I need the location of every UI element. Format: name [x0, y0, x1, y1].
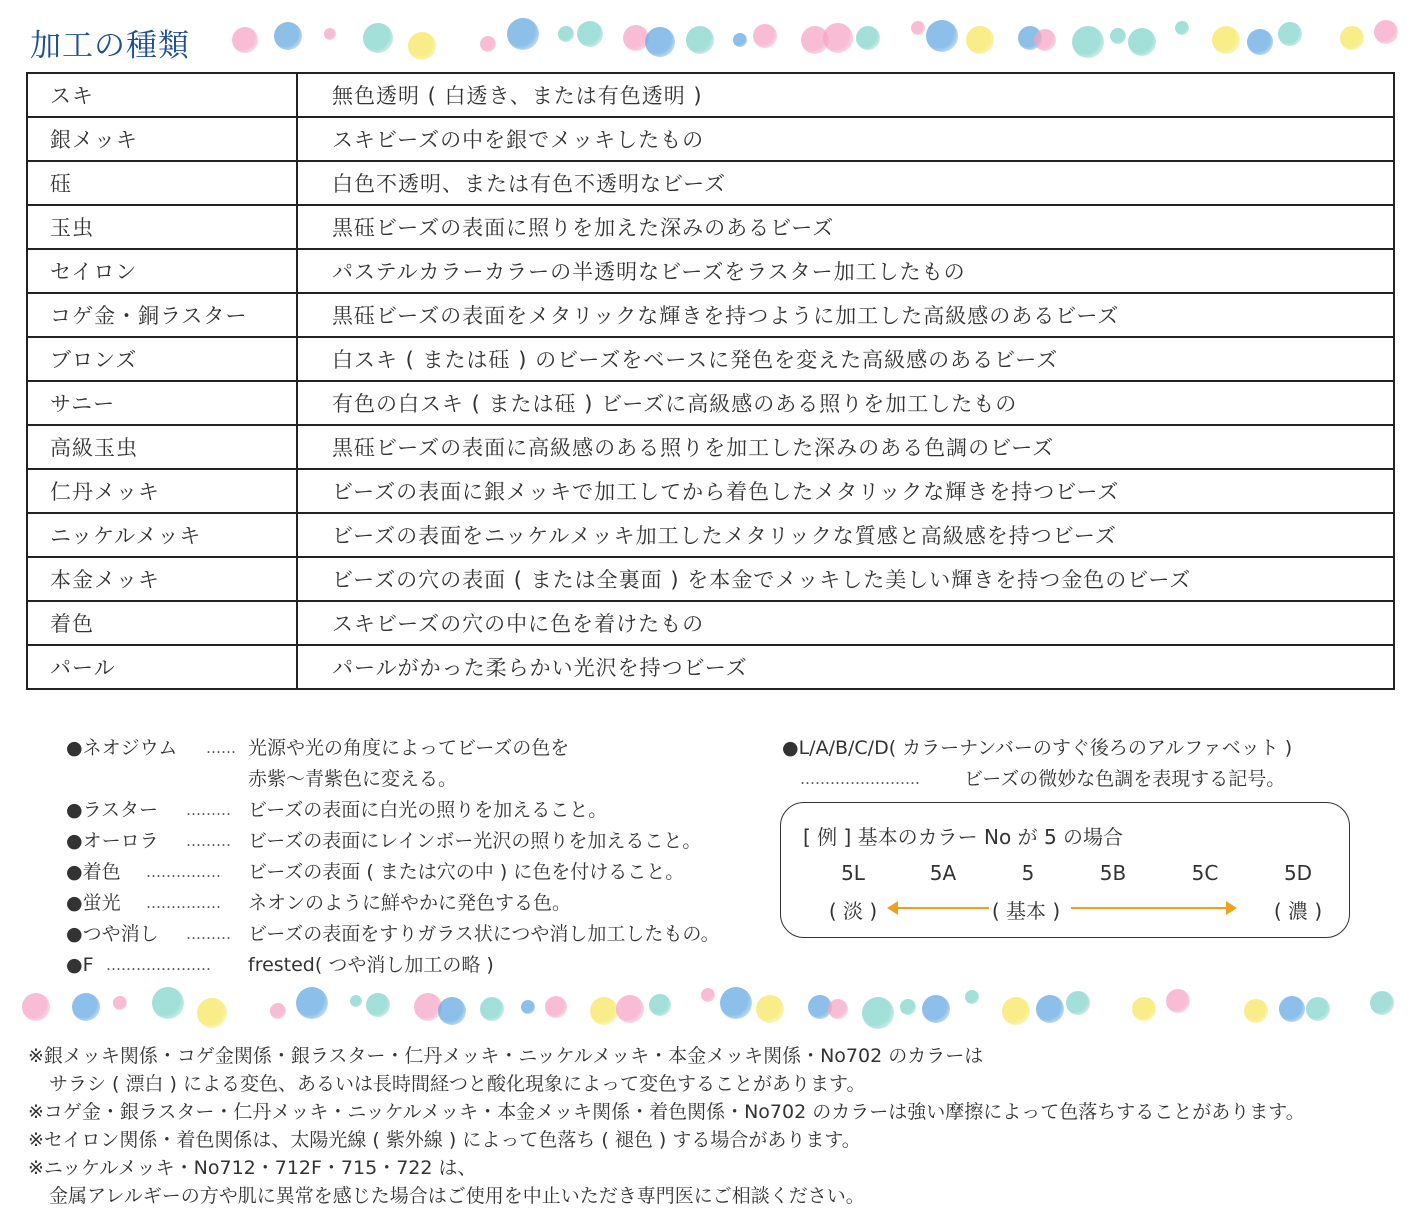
glossary-description: ネオンのように鮮やかに発色する色。: [248, 892, 572, 914]
decorative-dot: [72, 993, 100, 1021]
decorative-dot: [1278, 22, 1302, 46]
table-row: [27, 381, 1394, 425]
decorative-dot: [1340, 26, 1364, 50]
process-description: 白スキ ( または砡 ) のビーズをベースに発色を変えた高級感のあるビーズ: [297, 337, 1394, 381]
note-line: ※ニッケルメッキ・No712・712F・715・722 は、: [28, 1157, 477, 1179]
decorative-dot: [590, 997, 618, 1025]
color-code: 5C: [1191, 861, 1219, 885]
decorative-dot: [545, 996, 567, 1018]
process-description: 白色不透明、または有色不透明なビーズ: [297, 161, 1394, 205]
glossary-description: ビーズの表面をすりガラス状につや消し加工したもの。: [248, 923, 720, 945]
decorative-dots-top: [0, 8, 1420, 68]
decorative-dot: [1370, 991, 1394, 1015]
leader-dots: ………: [186, 801, 231, 819]
glossary-item: [66, 888, 766, 919]
process-description: パステルカラーカラーの半透明なビーズをラスター加工したもの: [297, 249, 1394, 293]
decorative-dot: [1066, 991, 1090, 1015]
decorative-dot: [363, 23, 393, 53]
process-name: 仁丹メッキ: [27, 469, 297, 513]
glossary-item: [66, 795, 766, 826]
process-description: 無色透明 ( 白透き、または有色透明 ): [297, 73, 1394, 117]
decorative-dot: [828, 999, 848, 1019]
color-code: 5A: [929, 861, 957, 885]
process-description: 黒砡ビーズの表面をメタリックな輝きを持つように加工した高級感のあるビーズ: [297, 293, 1394, 337]
decorative-dot: [22, 993, 50, 1021]
process-description: 黒砡ビーズの表面に高級感のある照りを加工した深みのある色調のビーズ: [297, 425, 1394, 469]
table-row: [27, 293, 1394, 337]
process-description: ビーズの表面をニッケルメッキ加工したメタリックな質感と高級感を持つビーズ: [297, 513, 1394, 557]
note-line: サラシ ( 漂白 ) による変色、あるいは長時間経つと酸化現象によって変色することがあります。: [49, 1073, 866, 1095]
decorative-dot: [1279, 996, 1305, 1022]
glossary-term: ●F: [66, 954, 94, 976]
tone-dark: ( 濃 ): [1273, 899, 1323, 923]
suffix-desc: ビーズの微妙な色調を表現する記号。: [964, 768, 1286, 790]
decorative-dot: [1036, 995, 1064, 1023]
table-row: [27, 601, 1394, 645]
decorative-dot: [1244, 999, 1268, 1023]
example-box: [780, 802, 1350, 938]
glossary-description: ビーズの表面 ( または穴の中 ) に色を付けること。: [248, 861, 685, 883]
leader-dots: …………………: [106, 956, 211, 974]
decorative-dot: [756, 995, 784, 1023]
leader-dots: ………: [186, 925, 231, 943]
glossary-description-cont: 赤紫～青紫色に変える。: [248, 768, 458, 790]
decorative-dot: [720, 987, 752, 1019]
process-name: ブロンズ: [27, 337, 297, 381]
decorative-dot: [701, 988, 715, 1002]
color-code: 5: [1021, 861, 1035, 885]
process-name: ニッケルメッキ: [27, 513, 297, 557]
leader-dots: ……………: [146, 863, 221, 881]
caution-notes: [28, 1042, 1413, 1210]
glossary-term: ●つや消し: [66, 923, 159, 945]
glossary-term: ●蛍光: [66, 892, 121, 914]
note-line: ※銀メッキ関係・コゲ金関係・銀ラスター・仁丹メッキ・ニッケルメッキ・本金メッキ関係・No702 のカラーは: [28, 1045, 984, 1067]
process-name: サニー: [27, 381, 297, 425]
arrow-right: [1071, 907, 1227, 909]
decorative-dot: [862, 997, 894, 1029]
tone-light: ( 淡 ): [828, 899, 878, 923]
decorative-dot: [408, 32, 436, 60]
example-title: [ 例 ] 基本のカラー No が 5 の場合: [803, 825, 1124, 849]
decorative-dot: [324, 28, 336, 40]
process-description: スキビーズの中を銀でメッキしたもの: [297, 117, 1394, 161]
glossary-description: ビーズの表面にレインボー光沢の照りを加えること。: [248, 830, 702, 852]
decorative-dot: [480, 997, 504, 1021]
decorative-dot: [274, 22, 302, 50]
process-name: 銀メッキ: [27, 117, 297, 161]
note-line: ※セイロン関係・着色関係は、太陽光線 ( 紫外線 ) によって色落ち ( 褪色 ) する場合があります。: [28, 1129, 861, 1151]
decorative-dot: [1175, 21, 1189, 35]
table-row: [27, 425, 1394, 469]
decorative-dot: [366, 993, 390, 1017]
process-description: スキビーズの穴の中に色を着けたもの: [297, 601, 1394, 645]
decorative-dot: [1247, 29, 1273, 55]
decorative-dot: [856, 26, 880, 50]
decorative-dot: [965, 990, 979, 1004]
table-row: [27, 645, 1394, 689]
decorative-dot: [296, 987, 328, 1019]
table-row: [27, 513, 1394, 557]
glossary-list: [66, 733, 766, 981]
decorative-dot: [926, 20, 958, 52]
glossary-item: [66, 950, 766, 981]
table-row: [27, 205, 1394, 249]
glossary-term: ●オーロラ: [66, 830, 159, 852]
process-name: セイロン: [27, 249, 297, 293]
decorative-dot: [1110, 28, 1126, 44]
decorative-dot: [1132, 997, 1156, 1021]
decorative-dot: [350, 995, 362, 1007]
decorative-dot: [911, 21, 925, 35]
glossary-item: [66, 857, 766, 888]
glossary-term: ●着色: [66, 861, 121, 883]
process-description: ビーズの表面に銀メッキで加工してから着色したメタリックな輝きを持つビーズ: [297, 469, 1394, 513]
process-name: 砡: [27, 161, 297, 205]
color-code: 5L: [841, 861, 865, 885]
decorative-dot: [966, 26, 994, 54]
process-name: スキ: [27, 73, 297, 117]
decorative-dot: [733, 33, 747, 47]
decorative-dot: [1034, 29, 1056, 51]
decorative-dot: [113, 996, 127, 1010]
process-name: パール: [27, 645, 297, 689]
note-line: 金属アレルギーの方や肌に異常を感じた場合はご使用を中止いただき専門医にご相談ください。: [49, 1185, 865, 1207]
decorative-dot: [521, 1000, 535, 1014]
glossary-description: 光源や光の角度によってビーズの色を: [248, 737, 570, 759]
process-name: 高級玉虫: [27, 425, 297, 469]
color-code: 5D: [1283, 861, 1313, 885]
decorative-dot: [1002, 997, 1030, 1025]
suffix-note: [782, 733, 1402, 795]
process-name: 本金メッキ: [27, 557, 297, 601]
table-row: [27, 469, 1394, 513]
decorative-dot: [577, 21, 603, 47]
decorative-dot: [558, 26, 574, 42]
process-description: 有色の白スキ ( または砡 ) ビーズに高級感のある照りを加工したもの: [297, 381, 1394, 425]
decorative-dot: [438, 997, 466, 1025]
color-code: 5B: [1099, 861, 1127, 885]
decorative-dot: [753, 24, 777, 48]
glossary-description: ビーズの表面に白光の照りを加えること。: [248, 799, 608, 821]
glossary-description: frested( つや消し加工の略 ): [248, 954, 494, 976]
process-name: コゲ金・銅ラスター: [27, 293, 297, 337]
decorative-dot: [152, 987, 184, 1019]
decorative-dot: [1374, 20, 1398, 44]
arrow-left: [897, 907, 989, 909]
decorative-dot: [1128, 28, 1156, 56]
decorative-dot: [270, 1003, 286, 1019]
decorative-dot: [922, 995, 950, 1023]
glossary-term: ●ラスター: [66, 799, 159, 821]
decorative-dot: [1072, 26, 1104, 58]
decorative-dot: [1306, 997, 1330, 1021]
note-line: ※コゲ金・銀ラスター・仁丹メッキ・ニッケルメッキ・本金メッキ関係・着色関係・No702 のカラーは強い摩擦によって色落ちすることがあります。: [28, 1101, 1305, 1123]
decorative-dot: [232, 27, 258, 53]
decorative-dot: [480, 36, 496, 52]
glossary-item: [66, 826, 766, 857]
table-row: [27, 337, 1394, 381]
decorative-dot: [900, 999, 916, 1015]
leader-dots: ……: [206, 739, 236, 757]
process-name: 玉虫: [27, 205, 297, 249]
leader-dots: ………: [186, 832, 231, 850]
page-title: 加工の種類: [30, 28, 190, 64]
decorative-dot: [1212, 26, 1240, 54]
decorative-dot: [507, 18, 539, 50]
decorative-dot: [645, 27, 675, 57]
decorative-dots-bottom: [0, 985, 1420, 1035]
decorative-dot: [686, 26, 714, 54]
suffix-heading: ●L/A/B/C/D( カラーナンバーのすぐ後ろのアルファベット ): [782, 737, 1293, 759]
table-row: [27, 117, 1394, 161]
glossary-term: ●ネオジウム: [66, 737, 178, 759]
glossary-item: [66, 733, 766, 764]
decorative-dot: [1166, 989, 1190, 1013]
table-row: [27, 557, 1394, 601]
process-name: 着色: [27, 601, 297, 645]
table-row: [27, 249, 1394, 293]
process-description: パールがかった柔らかい光沢を持つビーズ: [297, 645, 1394, 689]
decorative-dot: [649, 994, 671, 1016]
tone-base: ( 基本 ): [991, 899, 1061, 923]
glossary-item: [66, 919, 766, 950]
table-row: [27, 73, 1394, 117]
decorative-dot: [616, 995, 644, 1023]
decorative-dot: [197, 998, 227, 1028]
decorative-dot: [823, 23, 853, 53]
suffix-dots: ……………………: [800, 770, 920, 788]
process-description: 黒砡ビーズの表面に照りを加えた深みのあるビーズ: [297, 205, 1394, 249]
process-table: [26, 72, 1395, 690]
leader-dots: ……………: [146, 894, 221, 912]
process-description: ビーズの穴の表面 ( または全裏面 ) を本金でメッキした美しい輝きを持つ金色のビーズ: [297, 557, 1394, 601]
table-row: [27, 161, 1394, 205]
